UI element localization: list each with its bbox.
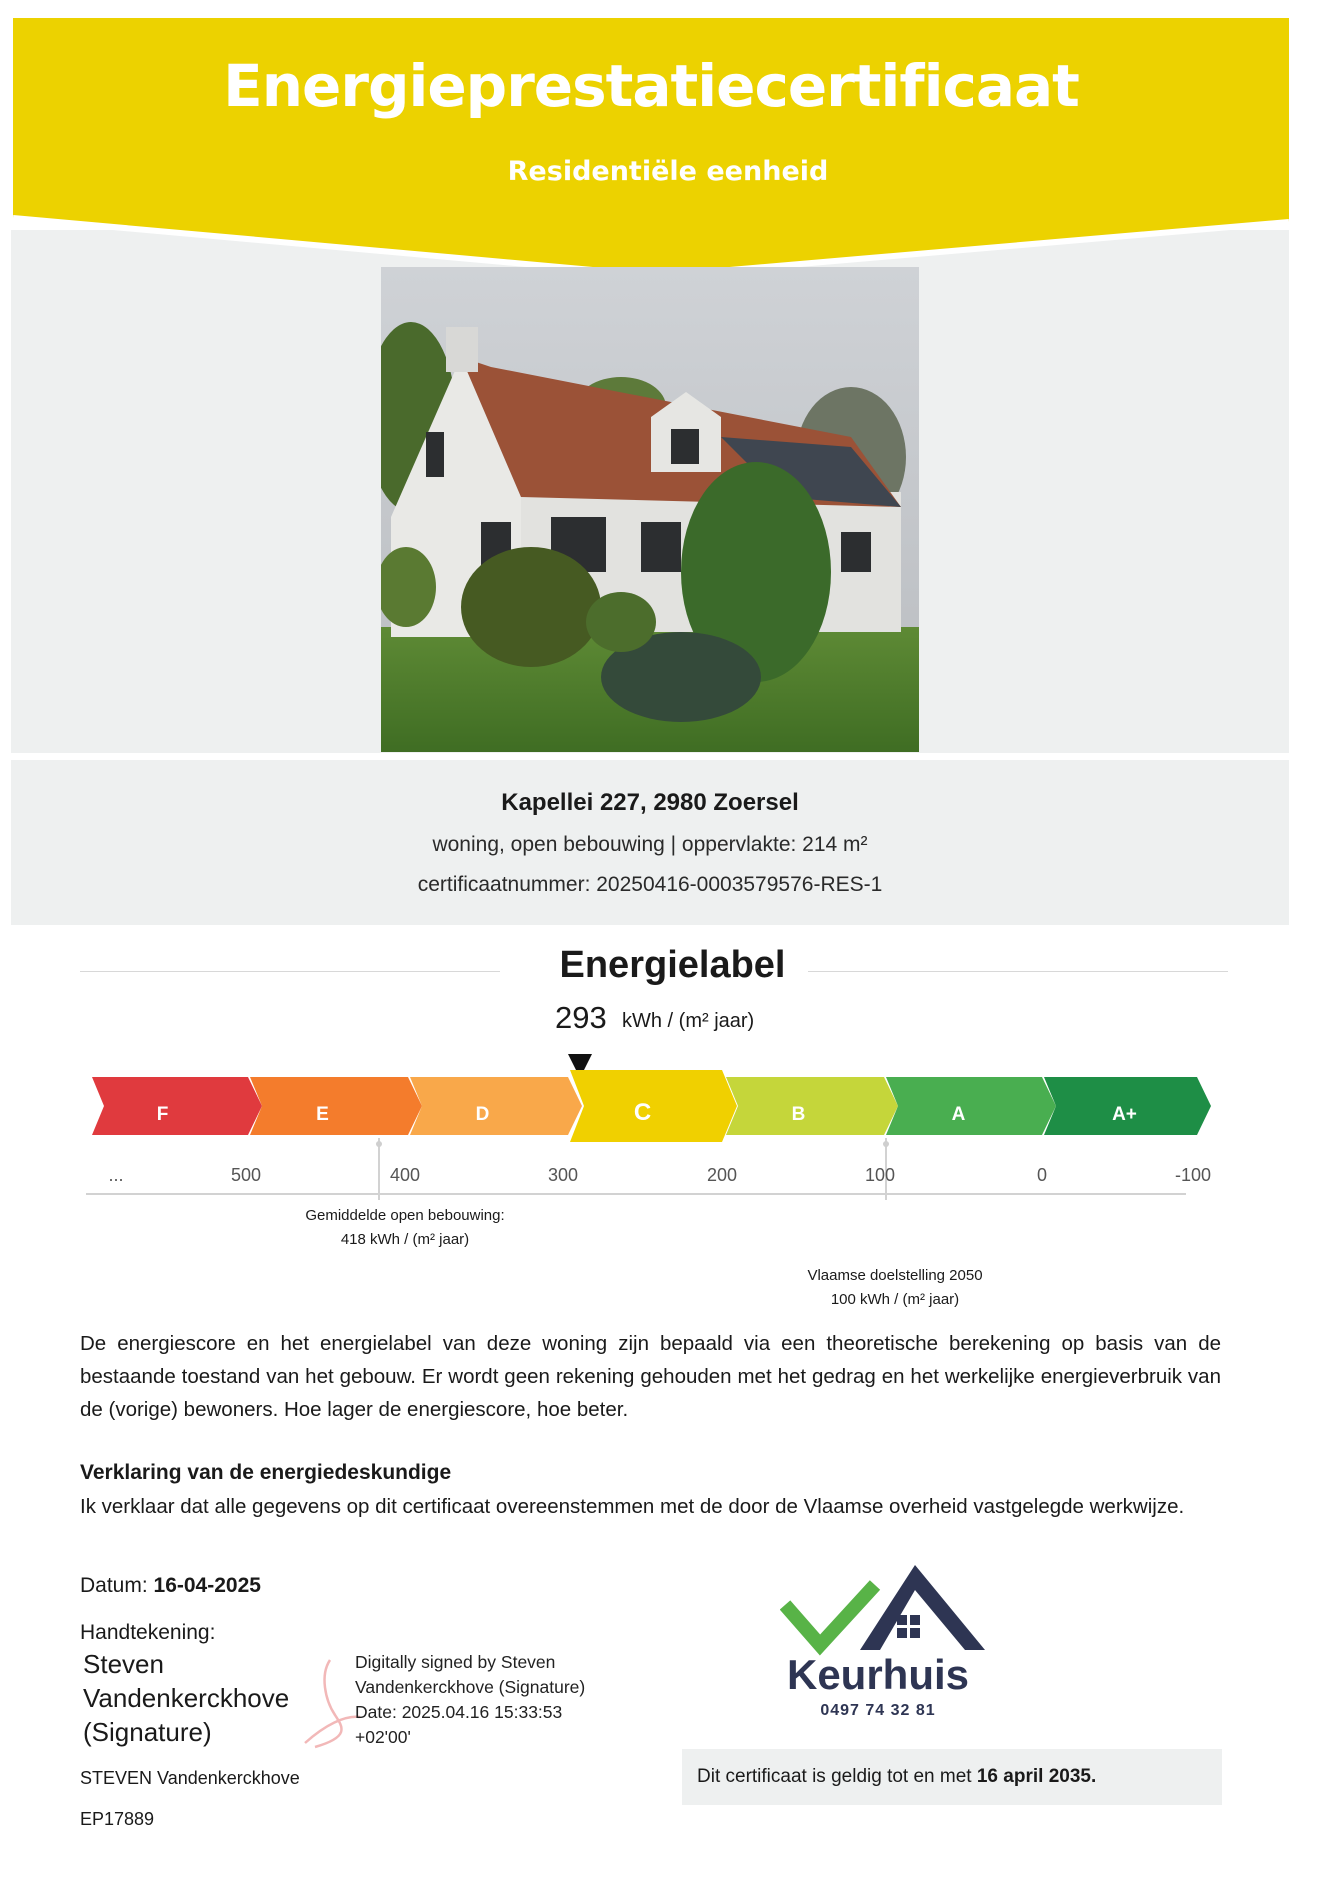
tick-label: 400 (389, 1165, 421, 1185)
property-info (11, 760, 1289, 925)
signer-name (83, 1647, 289, 1749)
tick-label: ... (108, 1165, 124, 1185)
tick-label: 500 (230, 1165, 262, 1185)
validity-prefix: Dit certificaat is geldig tot en met (697, 1766, 972, 1787)
tick-label: 0 (1036, 1165, 1048, 1185)
page-subtitle: Residentiële eenheid (507, 156, 829, 187)
declaration-heading: Verklaring van de energiedeskundige (80, 1461, 452, 1484)
date-value: 16-04-2025 (153, 1574, 261, 1597)
date-label: Datum: (80, 1574, 148, 1597)
tick-label: 200 (706, 1165, 738, 1185)
property-description: woning, open bebouwing | oppervlakte: 214 m² (432, 833, 868, 856)
date-row (80, 1574, 261, 1598)
house-photo (381, 267, 919, 752)
signer-name-line2: Vandenkerckhove (83, 1683, 290, 1713)
digital-signature-line4: +02'00' (355, 1727, 411, 1747)
target-note (770, 1264, 1020, 1312)
divider-right (808, 971, 1228, 972)
target-note-value: 100 kWh / (m² jaar) (830, 1291, 960, 1308)
validity-month: april (1003, 1766, 1044, 1787)
digital-signature-block (355, 1650, 585, 1750)
label-B: B (791, 1104, 806, 1125)
label-A: A (951, 1104, 966, 1125)
explanation-text: De energiescore en het energielabel van deze woning zijn bepaald via een theoretische berekening op basis van de bestaande toestand van het gebouw. Er wordt geen rekening gehouden met het gedrag en het werkelijke energieverbruik van de (vorige) bewoners. Hoe lager de energiescore, hoe beter. (80, 1332, 1221, 1421)
average-note-title: Gemiddelde open bebouwing: (305, 1207, 505, 1224)
digital-signature-line3: Date: 2025.04.16 15:33:53 (355, 1702, 563, 1722)
page-title: Energieprestatiecertificaat (223, 52, 1079, 120)
property-address: Kapellei 227, 2980 Zoersel (501, 789, 799, 816)
digital-signature-line2: Vandenkerckhove (Signature) (355, 1677, 586, 1697)
label-Aplus: A+ (1112, 1104, 1137, 1125)
label-F: F (156, 1104, 169, 1125)
certificate-number: certificaatnummer: 20250416-0003579576-RES-1 (417, 873, 883, 896)
signer-name-line1: Steven (83, 1649, 164, 1679)
header-banner (0, 0, 1322, 290)
expert-name: STEVEN Vandenkerckhove (80, 1768, 300, 1788)
label-E: E (316, 1104, 329, 1125)
logo-name: Keurhuis (786, 1651, 970, 1698)
average-note (270, 1204, 540, 1252)
keurhuis-logo-icon (780, 1560, 990, 1665)
expert-id: EP17889 (80, 1809, 155, 1829)
tick-label: -100 (1174, 1165, 1212, 1185)
validity-box (682, 1749, 1222, 1805)
logo-phone: 0497 74 32 81 (820, 1702, 936, 1719)
signer-name-line3: (Signature) (83, 1717, 212, 1747)
digital-signature-line1: Digitally signed by Steven (355, 1652, 556, 1672)
energy-label-title: Energielabel (559, 944, 786, 986)
divider-left (80, 971, 500, 972)
validity-year: 2035. (1048, 1766, 1097, 1787)
label-C: C (633, 1099, 652, 1126)
tick-label: 100 (864, 1165, 896, 1185)
energy-score-unit: kWh / (m² jaar) (622, 1010, 755, 1032)
energy-score: 293 (555, 1000, 607, 1035)
tick-label: 300 (547, 1165, 579, 1185)
validity-text (697, 1766, 1096, 1788)
label-D: D (475, 1104, 490, 1125)
validity-day: 16 (976, 1766, 998, 1787)
average-note-value: 418 kWh / (m² jaar) (340, 1231, 470, 1248)
signature-label: Handtekening: (80, 1621, 216, 1644)
target-note-title: Vlaamse doelstelling 2050 (807, 1267, 983, 1284)
declaration-text: Ik verklaar dat alle gegevens op dit certificaat overeenstemmen met de door de Vlaamse overheid vastgelegde werkwijze. (80, 1495, 1185, 1518)
